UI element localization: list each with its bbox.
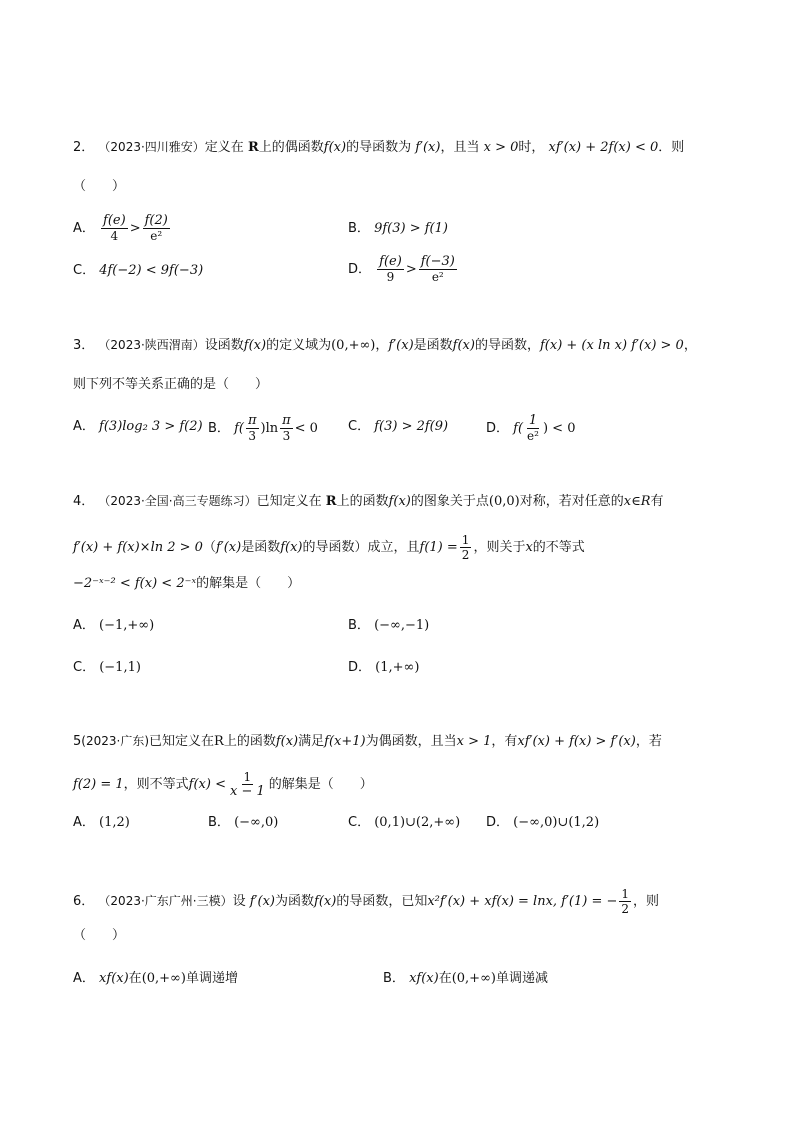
q6-option-a-mid: 在 [128, 971, 142, 986]
q4-stem-line3 [73, 575, 734, 593]
q5-option-c[interactable] [348, 814, 460, 832]
q4-text-c: 的图象关于点 [410, 494, 489, 509]
q6-text-b: 为函数 [275, 894, 315, 909]
q4-text-b: 上的函数 [336, 494, 389, 509]
q4-number: 4． [73, 494, 95, 509]
q3-text-b: 的定义域为 [266, 338, 332, 353]
q3-option-b[interactable] [208, 414, 318, 443]
q2-text-a: 定义在 [204, 140, 244, 155]
q3-source: （2023·陕西渭南） [98, 338, 205, 352]
q6-cond-num: 1 [621, 887, 630, 901]
q3-fx: f(x) [243, 338, 267, 353]
q6-option-b[interactable] [383, 970, 548, 988]
q2-fx: f(x) [323, 140, 347, 155]
q6-number: 6． [73, 894, 95, 909]
q5-text-f: ，若 [635, 734, 662, 749]
q5-option-b-expr: (−∞,0) [234, 815, 279, 830]
q3-option-d-label: D． [486, 421, 510, 436]
q4-text-e: 有 [650, 494, 664, 509]
q2-d-num2: f(−3) [420, 254, 455, 269]
q2-paren: （ ） [73, 179, 126, 194]
q6-option-b-label: B． [383, 971, 405, 986]
q3-b-den: 3 [248, 429, 257, 443]
q3-option-c[interactable] [348, 418, 448, 436]
q3-b-num: π [247, 413, 257, 428]
q4-xinR: x∈R [623, 494, 651, 509]
q4-text-g: 是函数 [241, 540, 281, 555]
q3-d-post: ) < 0 [542, 421, 576, 436]
q5-ineq-num: 1 [243, 770, 252, 784]
q3-d-den: e² [527, 429, 539, 443]
q4-option-d-label: D． [348, 660, 372, 675]
q3-text-a: 设函数 [204, 338, 244, 353]
q5-ineq-den: x − 1 [229, 784, 265, 799]
q5-stem-line2 [73, 770, 734, 799]
q4-f1-den: 2 [461, 548, 470, 562]
q4-cond: f′(x) + f(x)×ln 2 > 0 [73, 540, 203, 555]
q2-d-num1: f(e) [379, 254, 402, 269]
q2-fprime: f′(x) [415, 140, 441, 155]
q2-d-gt: > [405, 262, 417, 277]
q2-option-c-expr: 4f(−2) < 9f(−3) [99, 263, 204, 278]
q6-cond-frac [619, 887, 631, 916]
q5-ineq-frac [228, 770, 267, 799]
q4-option-b-expr: (−∞,−1) [374, 618, 430, 633]
q4-option-b[interactable] [348, 617, 429, 635]
q3-cond: f(x) + (x ln x) f′(x) > 0 [539, 338, 684, 353]
q2-option-d-frac2 [419, 255, 457, 284]
q6-paren: （ ） [73, 928, 126, 943]
q4-text-a: 已知定义在 [256, 494, 322, 509]
q2-text-b: 上的偶函数 [258, 140, 324, 155]
q6-option-a-label: A． [73, 971, 95, 986]
q6-cond: x²f′(x) + xf(x) = lnx, f′(1) = − [427, 894, 618, 909]
q2-R: R [247, 140, 259, 155]
q2-a-den2: e² [150, 229, 163, 243]
q3-b-den2: 3 [282, 429, 291, 443]
q5-cond2: xf′(x) + f(x) > f′(x) [517, 734, 636, 749]
q5-text-h: 的解集是（ ） [268, 777, 373, 792]
q5-option-d-label: D． [486, 815, 510, 830]
q4-fprime: f′(x) [215, 540, 242, 555]
q3-b-pre: f( [234, 421, 244, 436]
q5-text-d: 为偶函数，且当 [365, 734, 457, 749]
q3-text-c: ， [375, 338, 389, 353]
q5-option-a-expr: (1,2) [99, 815, 130, 830]
q4-text-i: ，则关于 [473, 540, 526, 555]
q5-text-e: ，有 [491, 734, 518, 749]
q4-option-c-label: C． [73, 660, 96, 675]
q4-option-c[interactable] [73, 659, 141, 677]
q4-f1: f(1) = [419, 540, 458, 555]
q3-b-post: < 0 [294, 421, 318, 436]
q2-option-b-expr: 9f(3) > f(1) [374, 221, 448, 236]
q2-d-den2: e² [431, 270, 444, 284]
q4-text-j: 的不等式 [532, 540, 585, 555]
q6-cond-den: 2 [621, 902, 630, 916]
q6-text-d: ，则 [633, 894, 660, 909]
q3-text-d: 是函数 [413, 338, 453, 353]
q2-a-num1: f(e) [103, 213, 126, 228]
q2-a-den1: 4 [110, 229, 119, 243]
q5-R: R [214, 734, 224, 749]
q5-text-b: 上的函数 [223, 734, 276, 749]
q3-option-a-expr: f(3)log₂ 3 > f(2) [99, 419, 203, 434]
q6-option-a-dom: (0,+∞) [141, 971, 186, 986]
q5-option-a[interactable] [73, 814, 130, 832]
q4-point: (0,0) [488, 494, 520, 509]
q5-fx1: f(x+1) [324, 734, 366, 749]
q6-option-b-dom: (0,+∞) [451, 971, 496, 986]
q3-stem [73, 336, 734, 355]
q2-cond1: x > 0 [483, 140, 519, 155]
q4-option-d-expr: (1,+∞) [375, 660, 420, 675]
q3-b-frac2 [280, 414, 293, 443]
q3-b-frac1 [246, 414, 259, 443]
q3-b-num2: π [282, 413, 291, 428]
q3-text-f: ， [683, 338, 697, 353]
q2-option-c[interactable] [73, 262, 203, 280]
q3-number: 3． [73, 338, 95, 353]
q5-cond1: x > 1 [456, 734, 492, 749]
q2-cond2: xf′(x) + 2f(x) < 0 [548, 140, 659, 155]
q4-stem-line1 [73, 492, 734, 511]
q2-text-d: ，且当 [440, 140, 480, 155]
q5-fx: f(x) [275, 734, 299, 749]
q4-f1-frac [460, 533, 472, 562]
q6-option-b-text: 单调递减 [495, 971, 548, 986]
q2-text-f: ．则 [658, 140, 685, 155]
q5-text-a: 已知定义在 [149, 734, 215, 749]
q2-option-c-label: C． [73, 263, 96, 278]
q5-option-d[interactable] [486, 814, 599, 832]
q6-fx: f(x) [314, 894, 337, 909]
q4-stem-line2 [73, 533, 734, 562]
q5-option-c-label: C． [348, 815, 371, 830]
q3-question: 则下列不等关系正确的是（ ） [73, 377, 269, 392]
q3-d-num: 1 [528, 413, 538, 428]
q4-option-a-expr: (−1,+∞) [99, 618, 155, 633]
q5-number: 5 [73, 734, 82, 749]
q2-a-num2: f(2) [144, 213, 168, 228]
q4-text-d: 对称，若对任意的 [519, 494, 624, 509]
q5-option-c-expr: (0,1)∪(2,+∞) [374, 815, 461, 830]
q2-option-b-label: B． [348, 221, 370, 236]
q4-x: x [525, 540, 533, 555]
q2-option-d-label: D． [348, 262, 372, 277]
q2-text-e: 时， [518, 140, 545, 155]
q2-option-d-frac1 [377, 255, 404, 284]
q3-fprime: f′(x) [388, 338, 414, 353]
q2-d-den1: 9 [386, 270, 395, 284]
q4-source: （2023·全国·高三专题练习） [98, 494, 257, 508]
q4-text-f: （ [202, 540, 216, 555]
q5-f2: f(2) = 1 [73, 777, 124, 792]
q6-option-a-text: 单调递增 [185, 971, 238, 986]
q6-fprime: f′(x) [249, 894, 275, 909]
q5-option-a-label: A． [73, 815, 95, 830]
q4-option-c-expr: (−1,1) [99, 660, 141, 675]
q6-source: （2023·广东广州·三模） [98, 894, 233, 908]
q3-b-mid: )ln [260, 421, 279, 436]
q3-domain: (0,+∞) [331, 338, 376, 353]
q6-option-a[interactable] [73, 970, 238, 988]
q3-option-c-label: C． [348, 419, 371, 434]
q3-option-a[interactable] [73, 418, 203, 436]
q5-stem-line1 [73, 732, 734, 751]
q6-option-a-expr: xf(x) [99, 971, 129, 986]
q3-option-a-label: A． [73, 419, 95, 434]
q3-option-b-label: B． [208, 421, 230, 436]
q3-option-c-expr: f(3) > 2f(9) [374, 419, 449, 434]
q4-text-h: 的导函数）成立，且 [302, 540, 420, 555]
q5-option-b-label: B． [208, 815, 230, 830]
q2-text-c: 的导函数为 [346, 140, 412, 155]
q2-option-a[interactable] [73, 214, 172, 243]
q6-option-b-expr: xf(x) [409, 971, 439, 986]
q2-option-b[interactable] [348, 220, 448, 238]
q4-option-d[interactable] [348, 659, 419, 677]
q2-number: 2． [73, 140, 95, 155]
q4-option-a[interactable] [73, 617, 154, 635]
q5-source: (2023·广东) [81, 734, 149, 748]
q5-ineq-pre: f(x) < [188, 777, 226, 792]
q6-stem [73, 887, 734, 916]
q2-option-a-frac2 [143, 214, 170, 243]
q2-option-d[interactable] [348, 255, 459, 284]
q5-text-c: 满足 [298, 734, 325, 749]
q4-fx: f(x) [388, 494, 411, 509]
q3-d-pre: f( [513, 421, 524, 436]
q4-option-b-label: B． [348, 618, 370, 633]
q6-text-a: 设 [232, 894, 246, 909]
q4-R: R [325, 494, 337, 509]
q4-option-a-label: A． [73, 618, 95, 633]
q4-f1-num: 1 [461, 533, 470, 547]
q4-ineq: −2⁻ˣ⁻² < f(x) < 2⁻ˣ [73, 576, 197, 591]
q3-fx2: f(x) [452, 338, 475, 353]
q2-option-a-frac1 [101, 214, 128, 243]
q5-option-b[interactable] [208, 814, 278, 832]
q5-text-g: ，则不等式 [123, 777, 189, 792]
q6-option-b-mid: 在 [438, 971, 452, 986]
q3-option-d[interactable] [486, 414, 575, 443]
q2-source: （2023·四川雅安） [98, 140, 205, 154]
q2-option-a-label: A． [73, 221, 95, 236]
q6-text-c: 的导函数，已知 [336, 894, 428, 909]
q4-fx2: f(x) [280, 540, 303, 555]
q2-a-gt: > [129, 221, 141, 236]
q5-option-d-expr: (−∞,0)∪(1,2) [513, 815, 600, 830]
q3-d-frac [525, 414, 541, 443]
q2-stem [73, 138, 734, 157]
q4-text-k: 的解集是（ ） [196, 576, 301, 591]
q3-text-e: 的导函数， [474, 338, 540, 353]
